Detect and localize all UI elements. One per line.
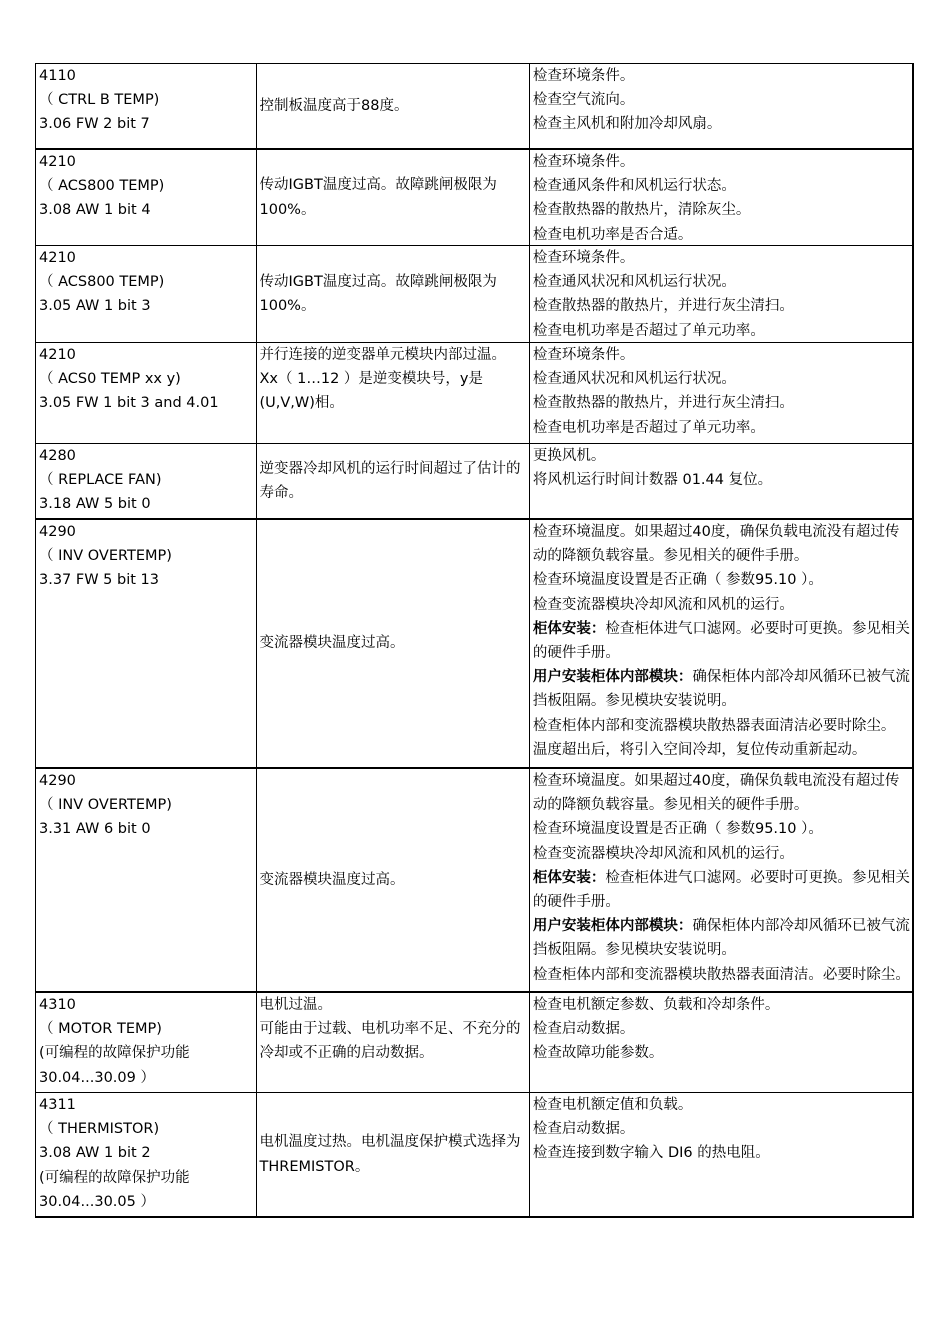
fault-code-line: 3.31 AW 6 bit 0 [39, 821, 151, 838]
fault-code-line: 3.08 AW 1 bit 2 [39, 1145, 151, 1162]
action-text: 检查通风状况和风机运行状况。 [532, 371, 736, 388]
fault-code-cell [36, 64, 257, 148]
action-item [533, 416, 911, 440]
action-text: 检查电机功率是否超过了单元功率。 [532, 419, 765, 436]
fault-code-line: （ REPLACE FAN) [39, 472, 162, 489]
action-text: 检查通风条件和风机运行状态。 [532, 178, 736, 195]
action-text: 检查环境条件。 [532, 154, 635, 170]
action-item [533, 1041, 911, 1065]
table-border [912, 993, 914, 1092]
action-heading: 柜体安装： [532, 620, 606, 637]
table-border [912, 343, 914, 443]
fault-code-cell [36, 444, 257, 518]
fault-code-line: 3.08 AW 1 bit 4 [39, 202, 151, 219]
table-border [912, 64, 914, 148]
table-border [912, 246, 914, 342]
action-text: 检查电机功率是否合适。 [532, 226, 693, 243]
fault-code-cell [36, 246, 257, 342]
action-text: 检查环境条件。 [532, 347, 635, 363]
action-text: 检查散热器的散热片，清除灰尘。 [532, 202, 751, 219]
fault-code-cell [36, 769, 257, 991]
action-text: 检查环境温度设置是否正确（ 参数95.10 ）。 [532, 821, 823, 838]
fault-cause-text: 传动IGBT温度过高。故障跳闸极限为100%。 [259, 177, 497, 218]
fault-cause-cell [257, 444, 530, 518]
fault-cause-cell [257, 150, 530, 245]
action-text: 检查启动数据。 [532, 1021, 635, 1038]
table-row [35, 443, 914, 518]
table-row [35, 1092, 914, 1218]
fault-action-cell [530, 64, 913, 148]
fault-code-line: (可编程的故障保护功能 [39, 1169, 190, 1186]
fault-code-line: 4110 [39, 68, 76, 84]
action-text: 检查环境温度。如果超过40度，确保负载电流没有超过传动的降额负载容量。参见相关的硬件手册。 [532, 773, 900, 814]
action-item [533, 593, 911, 617]
fault-code-line: 3.18 AW 5 bit 0 [39, 496, 151, 513]
action-item [533, 367, 911, 391]
action-text: 检查主风机和附加冷却风扇。 [532, 116, 722, 133]
action-item [533, 343, 911, 367]
action-item [533, 150, 911, 174]
fault-code-line: （ CTRL B TEMP) [39, 92, 160, 109]
fault-code-line: 3.05 FW 1 bit 3 and 4.01 [39, 395, 219, 412]
action-text: 检查环境温度。如果超过40度，确保负载电流没有超过传动的降额负载容量。参见相关的硬件手册。 [532, 524, 900, 565]
action-item [533, 738, 911, 762]
fault-code-line: （ INV OVERTEMP) [39, 548, 172, 565]
fault-table [35, 63, 914, 1218]
table-border [912, 520, 914, 767]
fault-code-line: (可编程的故障保护功能 [39, 1045, 190, 1062]
fault-code-cell [36, 343, 257, 443]
fault-cause-cell [257, 993, 530, 1092]
action-text: 更换风机。 [532, 448, 606, 464]
fault-cause-cell [257, 520, 530, 767]
table-row [35, 767, 914, 991]
action-item [533, 294, 911, 318]
fault-code-line: 3.06 FW 2 bit 7 [39, 116, 150, 133]
fault-action-cell [530, 1093, 913, 1216]
table-row [35, 63, 914, 148]
action-item [533, 1117, 911, 1141]
fault-cause-cell [257, 1093, 530, 1216]
action-text: 检查环境条件。 [532, 250, 635, 266]
action-heading: 用户安装柜体内部模块： [532, 918, 693, 935]
action-item [533, 665, 911, 713]
action-text: 检查环境温度设置是否正确（ 参数95.10 ）。 [532, 572, 823, 589]
action-item [533, 1093, 911, 1117]
fault-code-line: 4290 [39, 524, 76, 540]
action-text: 检查通风状况和风机运行状况。 [532, 274, 736, 291]
fault-code-cell [36, 993, 257, 1092]
table-border [912, 769, 914, 991]
action-item [533, 64, 911, 88]
fault-code-line: 4280 [39, 448, 76, 464]
action-text: 检查电机额定参数、负载和冷却条件。 [532, 997, 780, 1013]
fault-code-line: 4290 [39, 773, 76, 789]
action-text: 检查连接到数字输入 DI6 的热电阻。 [532, 1145, 770, 1162]
fault-code-line: （ INV OVERTEMP) [39, 797, 172, 814]
table-row [35, 245, 914, 342]
action-item [533, 174, 911, 198]
action-text: 检查散热器的散热片，并进行灰尘清扫。 [532, 298, 794, 315]
action-item [533, 842, 911, 866]
table-row [35, 518, 914, 767]
action-text: 检查启动数据。 [532, 1121, 635, 1138]
action-item [533, 817, 911, 841]
action-text: 检查柜体进气口滤网。必要时可更换。参见相关的硬件手册。 [532, 620, 910, 662]
fault-action-cell [530, 769, 913, 991]
action-item [533, 319, 911, 342]
action-item [533, 866, 911, 914]
fault-cause-cell [257, 769, 530, 991]
fault-code-line: 30.04...30.09 ） [39, 1069, 155, 1086]
fault-cause-text: 电机温度过热。电机温度保护模式选择为 THREMISTOR。 [259, 1134, 521, 1175]
fault-cause-text: 电机过温。 可能由于过载、电机功率不足、不充分的冷却或不正确的启动数据。 [259, 997, 521, 1062]
fault-action-cell [530, 150, 913, 245]
action-text: 检查柜体进气口滤网。必要时可更换。参见相关的硬件手册。 [532, 869, 910, 911]
action-text: 检查电机功率是否超过了单元功率。 [532, 322, 765, 339]
action-text: 检查柜体内部和变流器模块散热器表面清洁。必要时除尘。 [532, 966, 910, 983]
action-text: 检查变流器模块冷却风流和风机的运行。 [532, 596, 794, 613]
action-item [533, 993, 911, 1017]
action-item [533, 1017, 911, 1041]
fault-code-cell [36, 520, 257, 767]
table-border [912, 150, 914, 245]
action-text: 检查电机额定值和负载。 [532, 1097, 693, 1113]
action-text: 将风机运行时间计数器 01.44 复位。 [532, 472, 773, 489]
action-item [533, 246, 911, 270]
action-item [533, 1141, 911, 1165]
fault-cause-text: 并行连接的逆变器单元模块内部过温。 Xx（ 1…12 ）是逆变模块号，y是(U,V,W)相。 [259, 347, 506, 412]
action-item [533, 112, 911, 136]
fault-code-line: 3.05 AW 1 bit 3 [39, 298, 151, 315]
fault-code-line: 30.04...30.05 ） [39, 1193, 155, 1210]
table-row [35, 148, 914, 245]
fault-code-line: （ ACS800 TEMP) [39, 274, 165, 291]
table-border [912, 444, 914, 518]
action-item [533, 391, 911, 415]
fault-code-cell [36, 1093, 257, 1216]
action-text: 检查变流器模块冷却风流和风机的运行。 [532, 845, 794, 862]
fault-cause-cell [257, 246, 530, 342]
fault-cause-text: 变流器模块温度过高。 [259, 871, 405, 888]
fault-cause-text: 逆变器冷却风机的运行时间超过了估计的寿命。 [259, 460, 521, 501]
table-row [35, 342, 914, 443]
fault-action-cell [530, 993, 913, 1092]
fault-code-line: （ THERMISTOR) [39, 1121, 160, 1138]
action-text: 检查故障功能参数。 [532, 1045, 664, 1062]
fault-code-line: 4210 [39, 250, 76, 266]
action-item [533, 914, 911, 962]
action-heading: 用户安装柜体内部模块： [532, 669, 693, 686]
action-item [533, 198, 911, 222]
action-item [533, 963, 911, 987]
fault-code-line: （ ACS800 TEMP) [39, 178, 165, 195]
action-text: 检查环境条件。 [532, 68, 635, 84]
fault-cause-text: 控制板温度高于88度。 [259, 97, 409, 114]
action-item [533, 88, 911, 112]
action-heading: 柜体安装： [532, 869, 606, 886]
fault-code-line: （ MOTOR TEMP) [39, 1021, 162, 1038]
action-item [533, 444, 911, 468]
action-item [533, 714, 911, 738]
fault-code-line: 4210 [39, 347, 76, 363]
fault-cause-cell [257, 64, 530, 148]
fault-action-cell [530, 246, 913, 342]
action-text: 温度超出后，将引入空间冷却，复位传动重新起动。 [532, 741, 867, 758]
action-item [533, 223, 911, 245]
table-row [35, 991, 914, 1092]
fault-action-cell [530, 343, 913, 443]
action-item [533, 270, 911, 294]
fault-cause-text: 变流器模块温度过高。 [259, 635, 405, 652]
fault-cause-cell [257, 343, 530, 443]
action-text: 检查空气流向。 [532, 92, 635, 109]
fault-action-cell [530, 520, 913, 767]
action-text: 检查散热器的散热片，并进行灰尘清扫。 [532, 395, 794, 412]
action-item [533, 769, 911, 817]
fault-code-line: 3.37 FW 5 bit 13 [39, 572, 159, 589]
action-text: 检查柜体内部和变流器模块散热器表面清洁必要时除尘。 [532, 717, 896, 734]
action-item [533, 468, 911, 492]
action-text: 确保柜体内部冷却风循环已被气流挡板阻隔。参见模块安装说明。 [532, 669, 910, 710]
action-text: 确保柜体内部冷却风循环已被气流挡板阻隔。参见模块安装说明。 [532, 918, 910, 959]
fault-code-cell [36, 150, 257, 245]
fault-code-line: 4210 [39, 154, 76, 170]
action-item [533, 520, 911, 568]
action-item [533, 568, 911, 592]
fault-code-line: （ ACS0 TEMP xx y) [39, 371, 181, 388]
fault-code-line: 4310 [39, 997, 76, 1013]
table-border [912, 1093, 914, 1216]
fault-cause-text: 传动IGBT温度过高。故障跳闸极限为100%。 [259, 273, 497, 314]
fault-action-cell [530, 444, 913, 518]
action-item [533, 617, 911, 665]
fault-code-line: 4311 [39, 1097, 76, 1113]
